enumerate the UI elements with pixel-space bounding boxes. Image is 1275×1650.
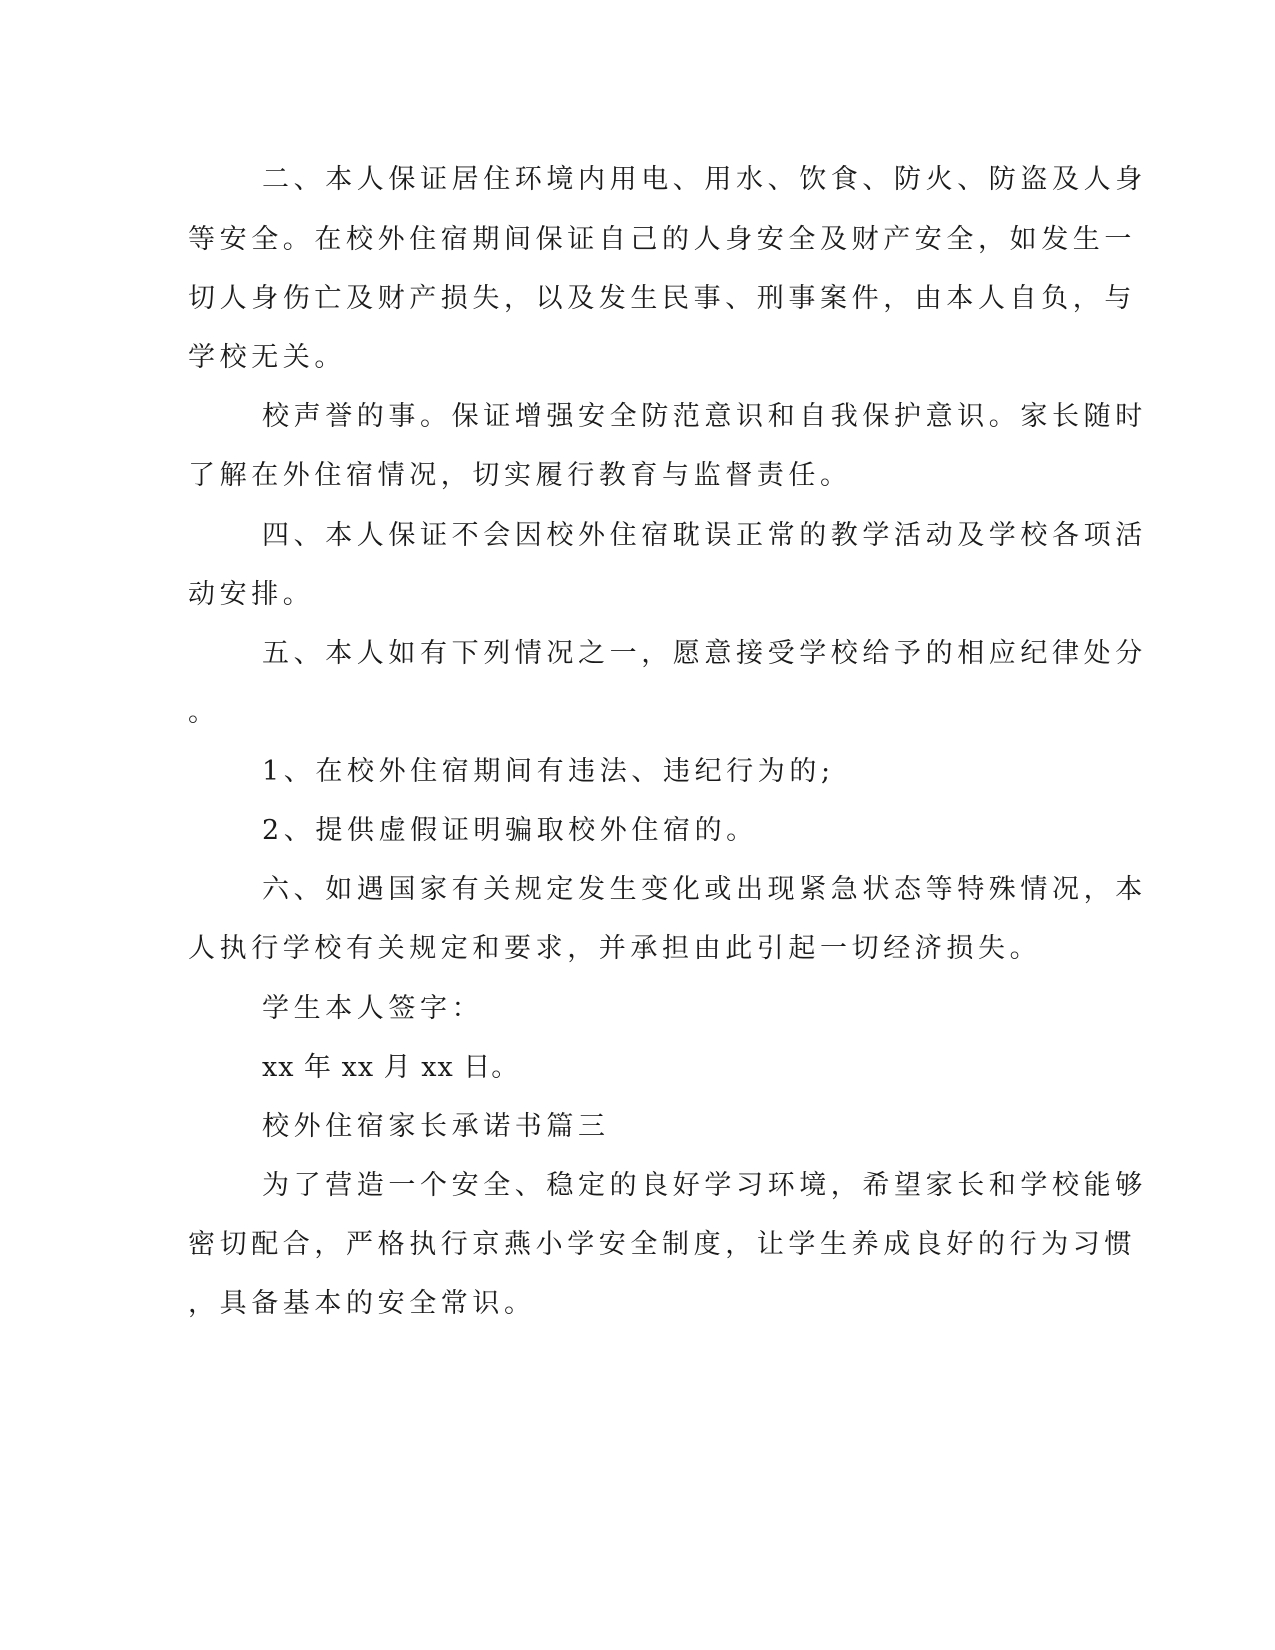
paragraph-2-line-1: 二、本人保证居住环境内用电、用水、饮食、防火、防盗及人身 <box>262 164 1147 195</box>
paragraph-5-line-1: 五、本人如有下列情况之一，愿意接受学校给予的相应纪律处分 <box>262 638 1147 669</box>
paragraph-4-line-2: 动安排。 <box>188 579 315 610</box>
list-item-1: 1、在校外住宿期间有违法、违纪行为的; <box>262 756 835 787</box>
paragraph-6-line-2: 人执行学校有关规定和要求，并承担由此引起一切经济损失。 <box>188 933 1042 964</box>
paragraph-4-line-1: 四、本人保证不会因校外住宿耽误正常的教学活动及学校各项活 <box>262 520 1147 551</box>
paragraph-6-line-1: 六、如遇国家有关规定发生变化或出现紧急状态等特殊情况，本 <box>262 874 1147 905</box>
paragraph-intro-line-1: 为了营造一个安全、稳定的良好学习环境，希望家长和学校能够 <box>262 1170 1147 1201</box>
paragraph-2-line-4: 学校无关。 <box>188 342 346 373</box>
paragraph-intro-line-3: ，具备基本的安全常识。 <box>188 1288 536 1319</box>
paragraph-2-line-2: 等安全。在校外住宿期间保证自己的人身安全及财产安全，如发生一 <box>188 224 1136 255</box>
paragraph-3-line-1: 校声誉的事。保证增强安全防范意识和自我保护意识。家长随时 <box>262 401 1147 432</box>
paragraph-intro-line-2: 密切配合，严格执行京燕小学安全制度，让学生养成良好的行为习惯 <box>188 1229 1136 1260</box>
date-line: xx 年 xx 月 xx 日。 <box>262 1052 520 1083</box>
paragraph-2-line-3: 切人身伤亡及财产损失，以及发生民事、刑事案件，由本人自负，与 <box>188 283 1136 314</box>
paragraph-3-line-2: 了解在外住宿情况，切实履行教育与监督责任。 <box>188 460 852 491</box>
paragraph-5-line-2: 。 <box>188 697 220 728</box>
student-signature-label: 学生本人签字： <box>262 993 484 1024</box>
section-heading: 校外住宿家长承诺书篇三 <box>262 1111 610 1142</box>
list-item-2: 2、提供虚假证明骗取校外住宿的。 <box>262 815 758 846</box>
